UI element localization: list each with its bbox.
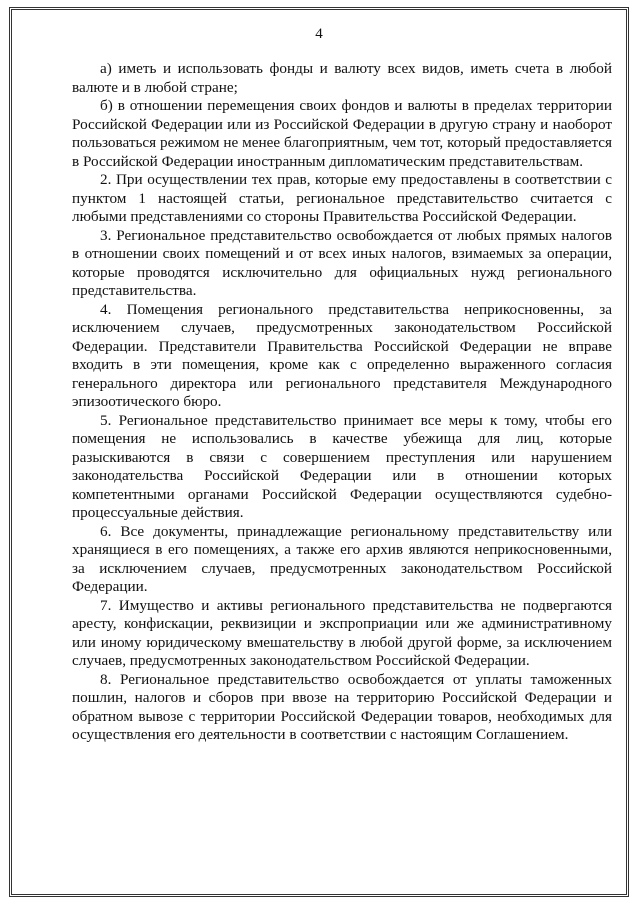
document-page bbox=[9, 7, 629, 897]
paragraph-7: 7. Имущество и активы регионального представительства не подвергаются аресту, конфискации, реквизиции и экспроприации или же административному или иному юридическому вмешательству в любой другой форме, за исключением случаев, предусмотренных законодательством Российской Федерации. bbox=[72, 596, 612, 669]
paragraph-2: 2. При осуществлении тех прав, которые ему предоставлены в соответствии с пунктом 1 настоящей статьи, региональное представительство считается с любыми представлениями со стороны Правительства Российской Федерации. bbox=[72, 171, 612, 225]
paragraph-a: а) иметь и использовать фонды и валюту всех видов, иметь счета в любой валюте и в любой стране; bbox=[72, 60, 612, 96]
paragraph-4: 4. Помещения регионального представительства неприкосновенны, за исключением случаев, предусмотренных законодательством Российской Федерации. Представители Правительства Российской Федерации не вправе входить в эти помещения, кроме как с определенно выраженного согласия генерального директора или регионального представителя Международного эпизоотического бюро. bbox=[72, 300, 612, 410]
paragraph-8: 8. Региональное представительство освобождается от уплаты таможенных пошлин, налогов и сборов при ввозе на территорию Российской Федерации и обратном вывозе с территории Российской Федерации товаров, необходимых для осуществления его деятельности в соответствии с настоящим Соглашением. bbox=[72, 670, 612, 743]
page-number: 4 bbox=[315, 26, 323, 42]
paragraph-b: б) в отношении перемещения своих фондов и валюты в пределах территории Российской Федерации или из Российской Федерации в другую страну и наоборот пользоваться режимом не менее благоприятным, чем тот, который предоставляется в Российской Федерации иностранным дипломатическим представительствам. bbox=[72, 97, 612, 170]
paragraph-3: 3. Региональное представительство освобождается от любых прямых налогов в отношении своих помещений и от всех иных налогов, взимаемых за операции, которые проводятся исключительно для официальных нужд регионального представительства. bbox=[72, 226, 612, 299]
paragraph-5: 5. Региональное представительство принимает все меры к тому, чтобы его помещения не использовались в качестве убежища для лиц, которые разыскиваются в связи с совершением преступления или нарушением законодательства Российской Федерации или в отношении которых компетентными органами Российской Федерации осуществляются судебно-процессуальные действия. bbox=[72, 411, 612, 521]
document-body bbox=[72, 60, 612, 745]
paragraph-6: 6. Все документы, принадлежащие региональному представительству или хранящиеся в его помещениях, а также его архив являются неприкосновенными, за исключением случаев, предусмотренных законодательством Российской Федерации. bbox=[72, 522, 612, 595]
